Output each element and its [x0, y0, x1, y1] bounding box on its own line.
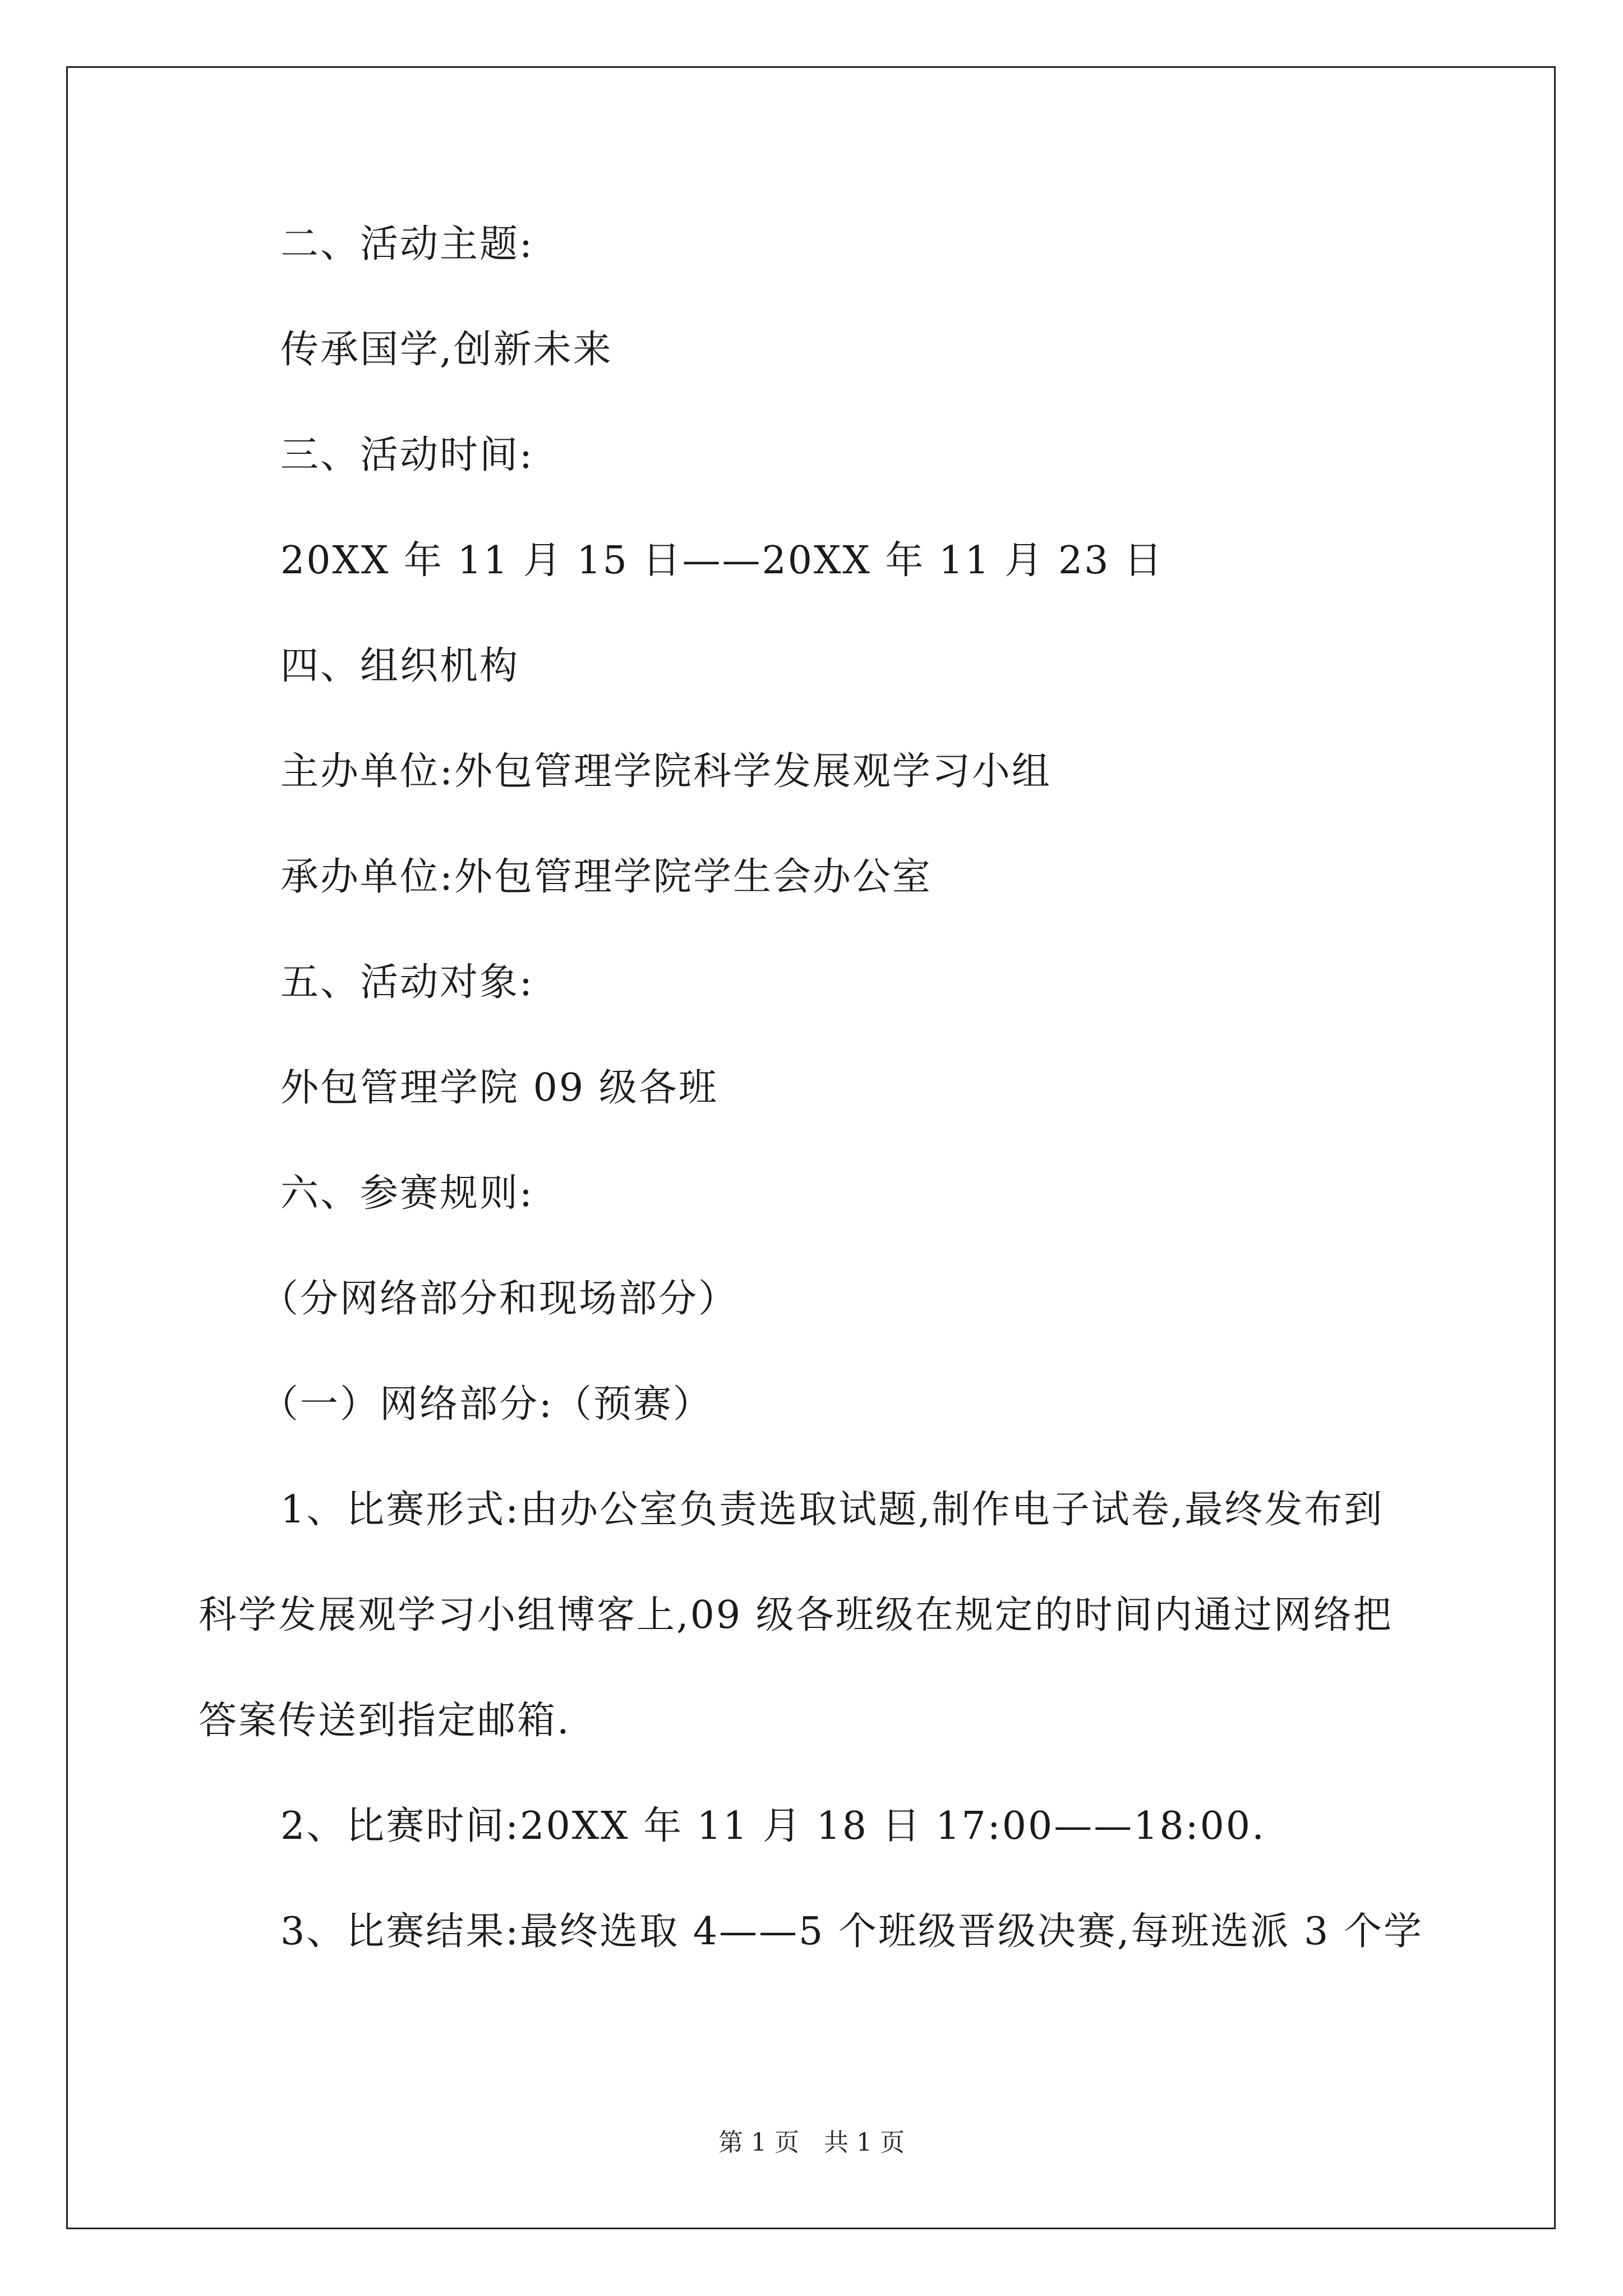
- theme-text: 传承国学,创新未来: [280, 328, 613, 372]
- competition-result: 3、比赛结果:最终选取 4——5 个班级晋级决赛,每班选派 3 个学: [280, 1910, 1424, 1954]
- host-unit: 主办单位:外包管理学院科学发展观学习小组: [280, 749, 1052, 794]
- paragraph-line: 科学发展观学习小组博客上,09 级各班级在规定的时间内通过网络把: [199, 1593, 1393, 1637]
- heading-organization: 四、组织机构: [280, 644, 520, 688]
- paragraph-format: [199, 1484, 1427, 1747]
- competition-time: 2、比赛时间:20XX 年 11 月 18 日 17:00——18:00.: [280, 1804, 1266, 1848]
- paragraph-line: 答案传送到指定邮箱.: [199, 1699, 571, 1743]
- time-text: 20XX 年 11 月 15 日——20XX 年 11 月 23 日: [280, 539, 1164, 583]
- heading-rules: 六、参赛规则:: [280, 1171, 534, 1216]
- heading-time: 三、活动时间:: [280, 433, 534, 477]
- rules-subtitle: （分网络部分和现场部分）: [260, 1277, 739, 1321]
- section-online: （一）网络部分:（预赛）: [260, 1382, 713, 1427]
- participants-text: 外包管理学院 09 级各班: [280, 1066, 718, 1110]
- heading-theme: 二、活动主题:: [280, 222, 534, 266]
- page-footer: 第 1 页 共 1 页: [718, 2128, 905, 2157]
- organizer-unit: 承办单位:外包管理学院学生会办公室: [280, 855, 932, 899]
- heading-participants: 五、活动对象:: [280, 960, 534, 1005]
- paragraph-line: 1、比赛形式:由办公室负责选取试题,制作电子试卷,最终发布到: [280, 1488, 1384, 1532]
- document-body: [199, 219, 1427, 2012]
